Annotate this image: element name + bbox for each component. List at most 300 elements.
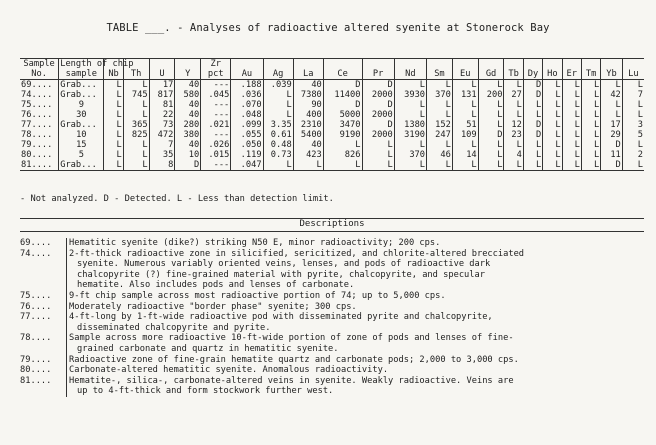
value-cell: 2000 bbox=[362, 130, 394, 140]
value-cell: D bbox=[523, 130, 542, 140]
value-cell: .036 bbox=[231, 90, 263, 100]
value-cell: L bbox=[123, 80, 149, 91]
value-cell: L bbox=[478, 80, 504, 91]
value-cell: L bbox=[543, 140, 562, 150]
value-cell: L bbox=[427, 160, 453, 171]
description-line: 4-ft-long by 1-ft-wide radioactive pod with disseminated pyrite and chalcopyrite, bbox=[69, 312, 493, 323]
value-cell: --- bbox=[201, 80, 231, 91]
description-line: Sample across more radioactive 10-ft-wide portion of zone of pods and lenses of fine- bbox=[69, 333, 514, 344]
description-sample-id: 74.... bbox=[20, 248, 52, 259]
value-cell: 0.73 bbox=[263, 150, 293, 160]
value-cell: 14 bbox=[452, 150, 478, 160]
value-cell: L bbox=[104, 140, 123, 150]
header-cell: Ag bbox=[263, 69, 293, 80]
value-cell: L bbox=[478, 110, 504, 120]
value-cell: D bbox=[362, 120, 394, 130]
value-cell: L bbox=[581, 130, 600, 140]
value-cell: L bbox=[504, 140, 523, 150]
header-cell: Pr bbox=[362, 69, 394, 80]
value-cell: L bbox=[543, 80, 562, 91]
table-header-top bbox=[20, 59, 644, 70]
value-cell: L bbox=[394, 140, 426, 150]
value-cell: --- bbox=[201, 100, 231, 110]
value-cell: .015 bbox=[201, 150, 231, 160]
value-cell: 423 bbox=[293, 150, 323, 160]
value-cell: L bbox=[394, 80, 426, 91]
value-cell: L bbox=[601, 110, 623, 120]
description-text bbox=[66, 376, 644, 397]
value-cell: L bbox=[601, 100, 623, 110]
value-cell: .047 bbox=[231, 160, 263, 171]
value-cell: 5400 bbox=[293, 130, 323, 140]
description-item bbox=[20, 333, 644, 354]
value-cell: L bbox=[562, 100, 581, 110]
value-cell: L bbox=[104, 80, 123, 91]
header-cell: Tb bbox=[504, 69, 523, 80]
value-cell: 2000 bbox=[362, 90, 394, 100]
header-cell: Th bbox=[123, 69, 149, 80]
value-cell: D bbox=[362, 100, 394, 110]
table-row bbox=[20, 100, 644, 110]
header-cell bbox=[622, 59, 644, 70]
header-cell: pct bbox=[201, 69, 231, 80]
value-cell: 40 bbox=[175, 100, 201, 110]
value-cell: 817 bbox=[149, 90, 175, 100]
header-cell bbox=[149, 59, 175, 70]
description-item bbox=[20, 302, 644, 313]
description-text bbox=[66, 238, 644, 249]
value-cell: 15 bbox=[59, 140, 104, 150]
value-cell: L bbox=[323, 160, 362, 171]
table-body bbox=[20, 80, 644, 171]
value-cell: 745 bbox=[123, 90, 149, 100]
value-cell: Grab... bbox=[59, 90, 104, 100]
sample-id-cell: 79.... bbox=[21, 140, 53, 150]
value-cell: L bbox=[478, 160, 504, 171]
value-cell: 365 bbox=[123, 120, 149, 130]
value-cell: .055 bbox=[231, 130, 263, 140]
value-cell: L bbox=[427, 140, 453, 150]
value-cell: L bbox=[104, 90, 123, 100]
header-cell bbox=[231, 59, 263, 70]
header-cell: Y bbox=[175, 69, 201, 80]
value-cell: L bbox=[362, 150, 394, 160]
header-cell: Dy bbox=[523, 69, 542, 80]
value-cell: 131 bbox=[452, 90, 478, 100]
value-cell: 11400 bbox=[323, 90, 362, 100]
description-text bbox=[66, 291, 644, 302]
header-cell: Length of chip bbox=[60, 59, 134, 69]
value-cell: 51 bbox=[452, 120, 478, 130]
value-cell: D bbox=[323, 80, 362, 91]
header-cell: Nb bbox=[104, 69, 123, 80]
description-sample-id: 80.... bbox=[20, 365, 52, 376]
value-cell: L bbox=[562, 110, 581, 120]
value-cell: 280 bbox=[175, 120, 201, 130]
value-cell: L bbox=[523, 110, 542, 120]
value-cell: .021 bbox=[201, 120, 231, 130]
description-item bbox=[20, 355, 644, 366]
description-line: Radioactive zone of fine-grain hematite quartz and carbonate pods; 2,000 to 3,000 cps. bbox=[69, 354, 519, 365]
value-cell: 247 bbox=[427, 130, 453, 140]
value-cell: 109 bbox=[452, 130, 478, 140]
value-cell: D bbox=[523, 90, 542, 100]
value-cell: 472 bbox=[149, 130, 175, 140]
value-cell: L bbox=[523, 160, 542, 171]
value-cell: .070 bbox=[231, 100, 263, 110]
description-text bbox=[66, 302, 644, 313]
value-cell: 2000 bbox=[362, 110, 394, 120]
value-cell: 5 bbox=[59, 150, 104, 160]
value-cell: --- bbox=[201, 160, 231, 171]
value-cell: .188 bbox=[231, 80, 263, 91]
value-cell: L bbox=[104, 100, 123, 110]
value-cell: L bbox=[581, 100, 600, 110]
value-cell: L bbox=[478, 150, 504, 160]
value-cell: 380 bbox=[175, 130, 201, 140]
sample-id-cell: 80.... bbox=[21, 150, 53, 160]
sample-id-cell: 69.... bbox=[21, 80, 53, 90]
value-cell: L bbox=[293, 160, 323, 171]
value-cell: 10 bbox=[59, 130, 104, 140]
header-cell: Gd bbox=[478, 69, 504, 80]
value-cell: 7 bbox=[622, 90, 644, 100]
value-cell: L bbox=[263, 160, 293, 171]
value-cell: L bbox=[523, 140, 542, 150]
header-cell bbox=[362, 59, 394, 70]
value-cell: .026 bbox=[201, 140, 231, 150]
value-cell: 3 bbox=[622, 120, 644, 130]
value-cell: --- bbox=[201, 110, 231, 120]
value-cell: L bbox=[452, 100, 478, 110]
value-cell: L bbox=[581, 90, 600, 100]
table-row bbox=[20, 80, 644, 91]
sample-id-cell: 75.... bbox=[21, 100, 53, 110]
table-row bbox=[20, 130, 644, 140]
value-cell: L bbox=[562, 90, 581, 100]
header-cell: Sample bbox=[20, 59, 59, 70]
value-cell: L bbox=[562, 80, 581, 91]
sample-id-cell: 81.... bbox=[20, 160, 59, 171]
value-cell: 40 bbox=[293, 140, 323, 150]
header-cell bbox=[562, 59, 581, 70]
value-cell: 3.35 bbox=[263, 120, 293, 130]
sample-id-cell: 77.... bbox=[21, 120, 53, 130]
header-cell bbox=[543, 59, 562, 70]
value-cell: L bbox=[123, 140, 149, 150]
value-cell: L bbox=[452, 140, 478, 150]
header-cell bbox=[175, 59, 201, 70]
value-cell: L bbox=[581, 110, 600, 120]
value-cell: 22 bbox=[149, 110, 175, 120]
header-cell: sample bbox=[59, 69, 104, 80]
header-cell bbox=[581, 59, 600, 70]
header-cell: Zr bbox=[201, 59, 231, 70]
table-row bbox=[20, 110, 644, 120]
value-cell: L bbox=[427, 100, 453, 110]
value-cell: 8 bbox=[149, 160, 175, 171]
value-cell: 90 bbox=[293, 100, 323, 110]
table-footnote: - Not analyzed. D - Detected. L - Less than detection limit. bbox=[20, 194, 334, 204]
description-sample-id: 75.... bbox=[20, 290, 52, 301]
header-cell bbox=[427, 59, 453, 70]
value-cell: L bbox=[104, 110, 123, 120]
description-line: up to 4-ft-thick and form stockwork further west. bbox=[77, 386, 334, 397]
value-cell: 1380 bbox=[394, 120, 426, 130]
description-item bbox=[20, 238, 644, 249]
table-row bbox=[20, 90, 644, 100]
description-text bbox=[66, 312, 644, 333]
value-cell: 10 bbox=[175, 150, 201, 160]
value-cell: 400 bbox=[293, 110, 323, 120]
header-cell: Lu bbox=[622, 69, 644, 80]
header-cell bbox=[504, 59, 523, 70]
description-sample-id: 81.... bbox=[20, 375, 52, 386]
value-cell: 81 bbox=[149, 100, 175, 110]
description-text bbox=[66, 355, 644, 366]
value-cell: 12 bbox=[504, 120, 523, 130]
value-cell: 27 bbox=[504, 90, 523, 100]
description-line: hematite. Also includes pods and lenses of carbonate. bbox=[77, 280, 355, 291]
value-cell: 5 bbox=[622, 130, 644, 140]
value-cell: 29 bbox=[601, 130, 623, 140]
value-cell: L bbox=[523, 150, 542, 160]
value-cell: L bbox=[581, 150, 600, 160]
value-cell: L bbox=[362, 140, 394, 150]
description-item bbox=[20, 376, 644, 397]
description-item bbox=[20, 291, 644, 302]
header-cell bbox=[263, 59, 293, 70]
header-cell: Tm bbox=[581, 69, 600, 80]
value-cell: L bbox=[523, 100, 542, 110]
value-cell: 3190 bbox=[394, 130, 426, 140]
value-cell: D bbox=[175, 160, 201, 171]
value-cell: L bbox=[452, 160, 478, 171]
header-cell: Au bbox=[231, 69, 263, 80]
header-cell bbox=[601, 59, 623, 70]
value-cell: D bbox=[478, 130, 504, 140]
value-cell: .050 bbox=[231, 140, 263, 150]
description-line: disseminated chalcopyrite and pyrite. bbox=[77, 322, 271, 333]
value-cell: L bbox=[478, 120, 504, 130]
value-cell: L bbox=[394, 100, 426, 110]
value-cell: 370 bbox=[394, 150, 426, 160]
value-cell: L bbox=[601, 80, 623, 91]
value-cell: L bbox=[263, 110, 293, 120]
value-cell: L bbox=[562, 160, 581, 171]
header-cell bbox=[452, 59, 478, 70]
value-cell: L bbox=[581, 120, 600, 130]
value-cell: 152 bbox=[427, 120, 453, 130]
sample-id-cell: 76.... bbox=[21, 110, 53, 120]
description-item bbox=[20, 312, 644, 333]
description-line: Moderately radioactive "border phase" syenite; 300 cps. bbox=[69, 301, 357, 312]
value-cell: L bbox=[622, 80, 644, 91]
value-cell: L bbox=[123, 100, 149, 110]
description-line: syenite. Numerous variably oriented veins, lenses, and pods of radioactive dark bbox=[77, 259, 491, 270]
value-cell: L bbox=[323, 140, 362, 150]
value-cell: L bbox=[562, 130, 581, 140]
value-cell: L bbox=[543, 120, 562, 130]
value-cell: L bbox=[427, 80, 453, 91]
value-cell: L bbox=[622, 110, 644, 120]
value-cell: 35 bbox=[149, 150, 175, 160]
description-line: Hematite-, silica-, carbonate-altered veins in syenite. Weakly radioactive. Veins are bbox=[69, 375, 514, 386]
value-cell: 46 bbox=[427, 150, 453, 160]
table-title: TABLE ___. - Analyses of radioactive altered syenite at Stonerock Bay bbox=[106, 22, 550, 34]
value-cell: L bbox=[504, 100, 523, 110]
value-cell: .045 bbox=[201, 90, 231, 100]
value-cell: 30 bbox=[59, 110, 104, 120]
value-cell: L bbox=[543, 90, 562, 100]
value-cell: L bbox=[394, 160, 426, 171]
value-cell: D bbox=[601, 160, 623, 171]
value-cell: L bbox=[104, 150, 123, 160]
description-sample-id: 79.... bbox=[20, 354, 52, 365]
description-item bbox=[20, 365, 644, 376]
value-cell: L bbox=[504, 160, 523, 171]
value-cell: L bbox=[543, 110, 562, 120]
value-cell: 3470 bbox=[323, 120, 362, 130]
value-cell: 17 bbox=[601, 120, 623, 130]
value-cell: L bbox=[543, 150, 562, 160]
value-cell: L bbox=[123, 110, 149, 120]
value-cell: Grab... bbox=[59, 80, 104, 91]
value-cell: D bbox=[601, 140, 623, 150]
value-cell: L bbox=[263, 100, 293, 110]
value-cell: D bbox=[362, 80, 394, 91]
value-cell: Grab... bbox=[59, 160, 104, 171]
analyses-table bbox=[20, 58, 644, 171]
value-cell: L bbox=[581, 160, 600, 171]
value-cell: 42 bbox=[601, 90, 623, 100]
value-cell: --- bbox=[201, 130, 231, 140]
descriptions-title: Descriptions bbox=[20, 218, 644, 232]
value-cell: L bbox=[104, 130, 123, 140]
value-cell: D bbox=[323, 100, 362, 110]
description-line: 2-ft-thick radioactive zone in silicified, sericitized, and chlorite-altered brecciated bbox=[69, 248, 525, 259]
value-cell: 40 bbox=[175, 80, 201, 91]
table-row bbox=[20, 120, 644, 130]
value-cell: 73 bbox=[149, 120, 175, 130]
value-cell: 2 bbox=[622, 150, 644, 160]
value-cell: 9190 bbox=[323, 130, 362, 140]
descriptions-list bbox=[20, 238, 644, 397]
header-cell: Ce bbox=[323, 69, 362, 80]
sample-id-cell: 74.... bbox=[21, 90, 53, 100]
value-cell: 200 bbox=[478, 90, 504, 100]
value-cell: 2310 bbox=[293, 120, 323, 130]
value-cell: D bbox=[523, 120, 542, 130]
value-cell: 580 bbox=[175, 90, 201, 100]
table-row bbox=[20, 150, 644, 160]
value-cell: L bbox=[362, 160, 394, 171]
value-cell: 0.61 bbox=[263, 130, 293, 140]
value-cell: L bbox=[562, 120, 581, 130]
header-cell: Ho bbox=[543, 69, 562, 80]
value-cell: L bbox=[104, 120, 123, 130]
header-cell bbox=[394, 59, 426, 70]
value-cell: L bbox=[394, 110, 426, 120]
header-cell: Eu bbox=[452, 69, 478, 80]
header-cell: No. bbox=[20, 69, 59, 80]
value-cell: 23 bbox=[504, 130, 523, 140]
value-cell: L bbox=[123, 150, 149, 160]
value-cell: L bbox=[104, 160, 123, 171]
value-cell: L bbox=[452, 110, 478, 120]
description-sample-id: 77.... bbox=[20, 312, 52, 323]
description-line: 9-ft chip sample across most radioactive portion of 74; up to 5,000 cps. bbox=[69, 290, 446, 301]
value-cell: 825 bbox=[123, 130, 149, 140]
description-item bbox=[20, 249, 644, 291]
value-cell: D bbox=[523, 80, 542, 91]
description-line: grained carbonate and quartz in hematitic syenite. bbox=[77, 343, 339, 354]
value-cell: L bbox=[543, 130, 562, 140]
value-cell: L bbox=[478, 140, 504, 150]
value-cell: 5000 bbox=[323, 110, 362, 120]
value-cell: .119 bbox=[231, 150, 263, 160]
header-cell bbox=[293, 59, 323, 70]
table-row bbox=[20, 160, 644, 171]
value-cell: L bbox=[622, 100, 644, 110]
header-cell: Sm bbox=[427, 69, 453, 80]
description-text bbox=[66, 365, 644, 376]
description-text bbox=[66, 249, 644, 291]
value-cell: L bbox=[452, 80, 478, 91]
value-cell: L bbox=[622, 160, 644, 171]
value-cell: 40 bbox=[293, 80, 323, 91]
value-cell: 9 bbox=[59, 100, 104, 110]
description-text bbox=[66, 333, 644, 354]
value-cell: Grab... bbox=[59, 120, 104, 130]
value-cell: 40 bbox=[175, 110, 201, 120]
value-cell: 0.48 bbox=[263, 140, 293, 150]
value-cell: L bbox=[543, 100, 562, 110]
description-line: Hematitic syenite (dike?) striking N50 E, minor radioactivity; 200 cps. bbox=[69, 238, 441, 248]
header-cell: U bbox=[149, 69, 175, 80]
table-header-bottom bbox=[20, 69, 644, 80]
value-cell: 7 bbox=[149, 140, 175, 150]
value-cell: .099 bbox=[231, 120, 263, 130]
header-cell: La bbox=[293, 69, 323, 80]
description-sample-id: 78.... bbox=[20, 333, 52, 344]
value-cell: .039 bbox=[263, 80, 293, 91]
header-cell bbox=[523, 59, 542, 70]
value-cell: L bbox=[543, 160, 562, 171]
header-cell bbox=[478, 59, 504, 70]
value-cell: 3930 bbox=[394, 90, 426, 100]
value-cell: 826 bbox=[323, 150, 362, 160]
value-cell: 4 bbox=[504, 150, 523, 160]
header-cell: Er bbox=[562, 69, 581, 80]
value-cell: L bbox=[581, 80, 600, 91]
value-cell: 7380 bbox=[293, 90, 323, 100]
description-sample-id: 69.... bbox=[20, 238, 52, 248]
value-cell: L bbox=[581, 140, 600, 150]
value-cell: L bbox=[562, 140, 581, 150]
table-row bbox=[20, 140, 644, 150]
value-cell: L bbox=[427, 110, 453, 120]
value-cell: L bbox=[504, 80, 523, 91]
value-cell: L bbox=[622, 140, 644, 150]
sample-id-cell: 78.... bbox=[21, 130, 53, 140]
value-cell: .048 bbox=[231, 110, 263, 120]
value-cell: L bbox=[562, 150, 581, 160]
value-cell: L bbox=[504, 110, 523, 120]
header-cell: Nd bbox=[394, 69, 426, 80]
header-cell: Yb bbox=[601, 69, 623, 80]
description-line: Carbonate-altered hematitic syenite. Anomalous radioactivity. bbox=[69, 365, 389, 376]
